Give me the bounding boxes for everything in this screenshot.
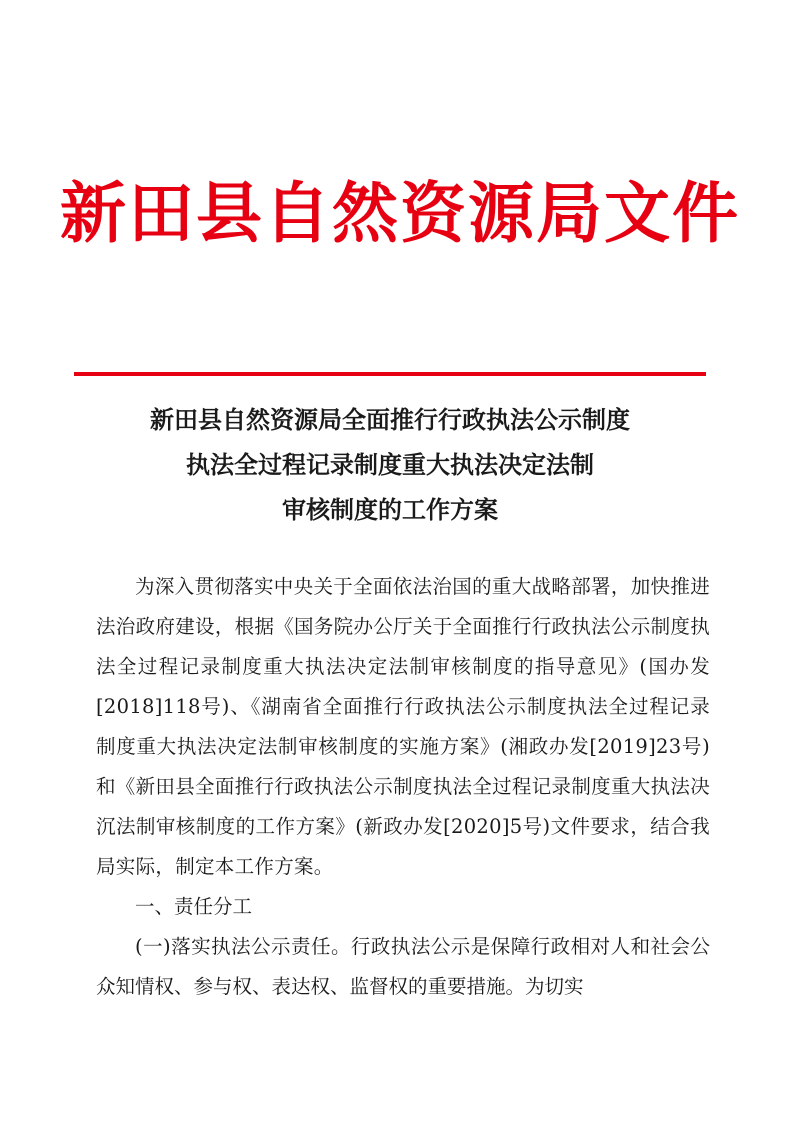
- red-divider-line: [74, 372, 706, 376]
- section-heading: 一、责任分工: [135, 895, 253, 918]
- document-body: [96, 567, 710, 1007]
- document-masthead: 新田县自然资源局文件: [60, 174, 740, 252]
- title-line: 审核制度的工作方案: [282, 496, 498, 524]
- body-paragraph-intro: 为深入贯彻落实中央关于全面依法治国的重大战略部署，加快推进法治政府建设，根据《国务院办公厅关于全面推行行政执法公示制度执法全过程记录制度重大执法决定法制审核制度的指导意见》(国办发[2018]118号)、《湖南省全面推行行政执法公示制度执法全过程记录制度重大执法决定法制审核制度的实施方案》(湘政办发[2019]23号)和《新田县全面推行行政执法公示制度执法全过程记录制度重大执法决沉法制审核制度的工作方案》(新政办发[2020]5号)文件要求，结合我局实际，制定本工作方案。: [96, 575, 710, 878]
- title-line: 执法全过程记录制度重大执法决定法制: [186, 451, 594, 479]
- body-paragraph: (一)落实执法公示责任。行政执法公示是保障行政相对人和社会公众知情权、参与权、表达权、监督权的重要措施。为切实: [96, 935, 710, 998]
- title-line: 新田县自然资源局全面推行行政执法公示制度: [150, 406, 630, 434]
- document-title: [70, 398, 710, 533]
